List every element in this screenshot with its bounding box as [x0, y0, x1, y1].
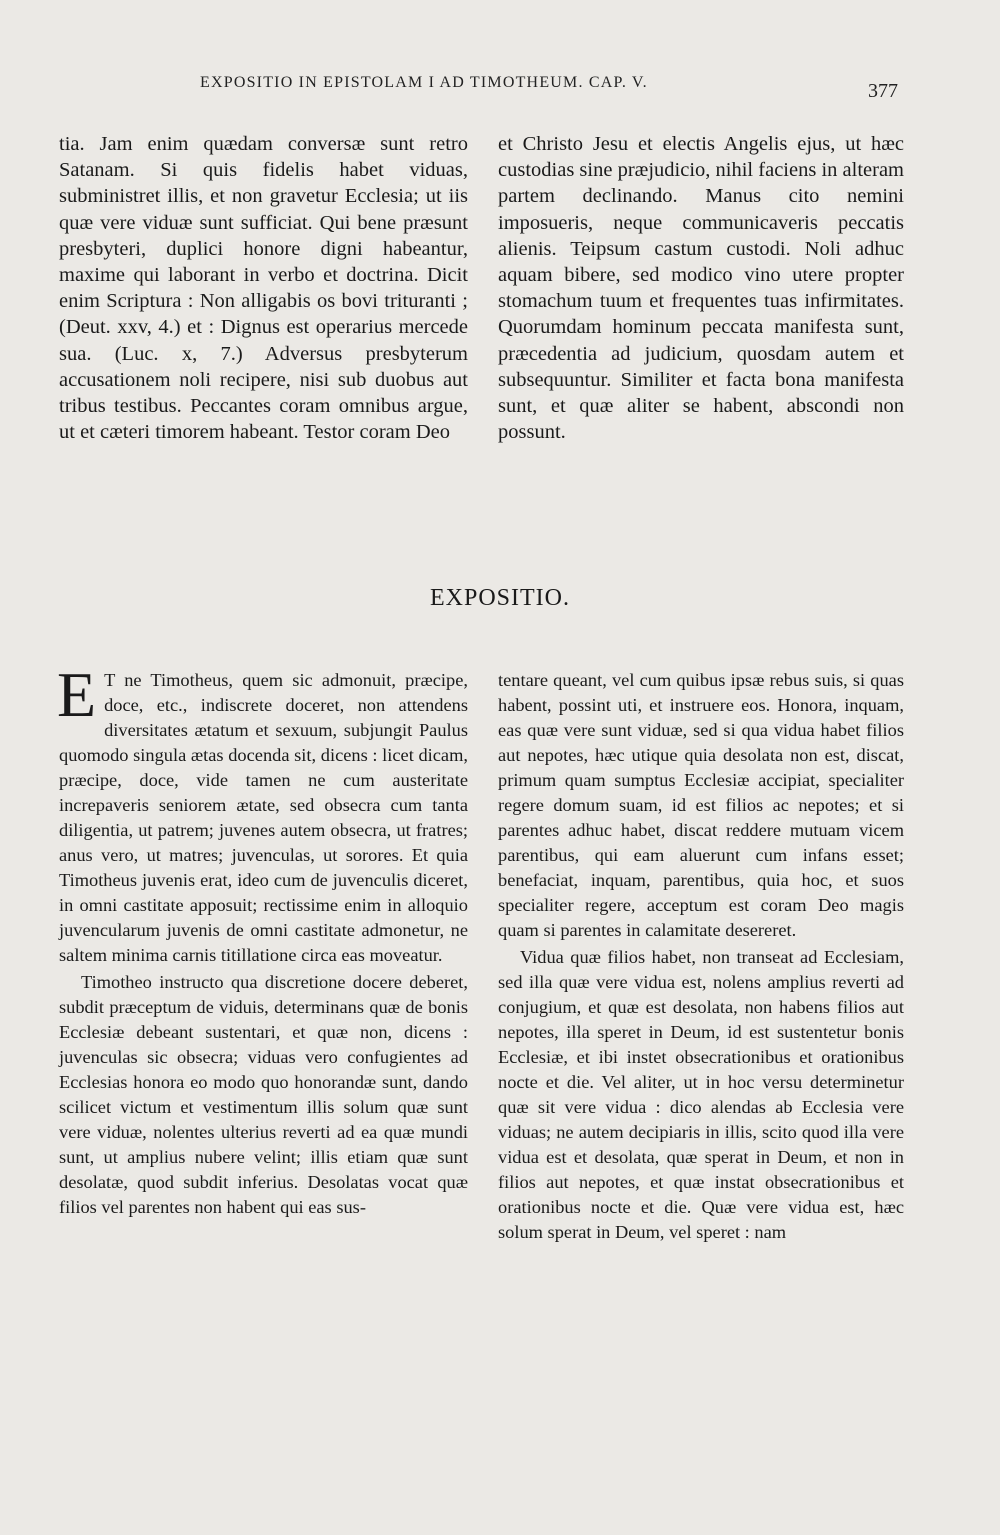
scripture-text-left: tia. Jam enim quædam conversæ sunt retro Satanam. Si quis fidelis habet viduas, subministret illis, et non gravetur Ecclesia; ut iis quæ vere viduæ sunt sufficiat. Qui bene præsunt presbyteri, duplici honore digni habeantur, maxime qui laborant in verbo et doctrina. Dicit enim Scriptura : Non alligabis os bovi trituranti ; (Deut. xxv, 4.) et : Dignus est operarius mercede sua. (Luc. x, 7.) Adversus presbyterum accusationem noli recipere, nisi sub duobus aut tribus testibus. Peccantes coram omnibus argue, ut et cæteri timorem habeant. Testor coram Deo [59, 133, 468, 444]
scripture-text-right: et Christo Jesu et electis Angelis ejus, ut hæc custodias sine præjudicio, nihil faciens in alteram partem declinando. Manus cito nemini imposueris, neque communicaveris peccatis alienis. Teipsum castum custodi. Noli adhuc aquam bibere, sed modico vino utere propter stomachum tuum et frequentes tuas infirmitates. Quorumdam hominum peccata manifesta sunt, præcedentia ad judicium, quosdam autem et subsequuntur. Similiter et facta bona manifesta sunt, et quæ aliter se habent, abscondi non possunt. [498, 133, 904, 444]
commentary-paragraph: Vidua quæ filios habet, non transeat ad Ecclesiam, sed illa quæ vere vidua est, nolens amplius reverti ad conjugium, et quæ est desolata, non habens filios aut nepotes, illa speret in Deum, id est sustentetur bonis Ecclesiæ, et ibi instet obsecrationibus et orationibus nocte et die. Vel aliter, ut in hoc versu determinetur quæ sit vere vidua : dico alendas ab Ecclesia vere viduas; ne autem decipiaris in illis, scito quod illa vere vidua est et desolata, quæ sperat in Deum, et non in filios aut nepotes, et quæ instat obsecrationibus et orationibus nocte et die. Quæ vere vidua est, hæc solum sperat in Deum, vel speret : nam [498, 947, 904, 1242]
commentary-column-left [57, 659, 468, 1220]
scripture-column-right [498, 131, 904, 445]
page-number: 377 [868, 80, 898, 102]
commentary-paragraph [57, 659, 468, 968]
commentary-text: T ne Timotheus, quem sic admonuit, præcipe, doce, etc., indiscrete doceret, non attendens diversitates ætatum et sexuum, subjungit Paulus quomodo singula ætas docenda sit, dicens : licet dicam, præcipe, doce, vide tamen ne cum austeritate increpaveris seniorem ætate, sed obsecra cum tanta diligentia, ut patrem; juvenes autem obsecra, ut fratres; anus vero, ut matres; juvenculas, ut sorores. Et quia Timotheus juvenis erat, ideo cum de juvenculis diceret, in omni castitate apposuit; rectissime enim in alloquio juvencularum juvenis de omni castitate admonetur, ne saltem minima carnis titillatione circa eas moveatur. [59, 670, 468, 965]
running-title: EXPOSITIO IN EPISTOLAM I AD TIMOTHEUM. CAP. V. [200, 74, 648, 91]
commentary-paragraph: Timotheo instructo qua discretione docere deberet, subdit præceptum de viduis, determinans quæ de bonis Ecclesiæ debeant sustentari, et quæ non, dicens : juvenculas sic obsecra; viduas vero confugientes ad Ecclesias honora eo modo quo honorandæ sunt, dando scilicet victum et vestimentum illis solum quæ sunt vere viduæ, nolentes ulterius reverti ad ea quæ mundi sunt, ut amplius nubere velint; illis etiam quæ sunt desolatæ, quod subdit inferius. Desolatas vocat quæ filios vel parentes non habent qui eas sus- [59, 972, 468, 1217]
drop-cap: E [57, 659, 97, 730]
scripture-column-left [59, 131, 468, 445]
commentary-paragraph: tentare queant, vel cum quibus ipsæ rebus suis, si quas habent, possint uti, et instruere eos. Honora, inquam, eas quæ vere sunt viduæ, sed si qua vidua habet filios aut nepotes, hæc utique quia desolata non est, discat, primum quam sumptus Ecclesiæ accipiat, specialiter regere domum suam, id est filios ac nepotes; et si parentes adhuc habet, discat reddere mutuam vicem parentibus, qui eam aluerunt cum infans esset; benefaciat, inquam, parentibus, quia hoc, et suos specialiter regere, acceptum est coram Deo magis quam si parentes in calamitate desereret. [498, 670, 904, 940]
commentary-column-right [498, 668, 904, 1245]
section-title: EXPOSITIO. [430, 585, 570, 611]
